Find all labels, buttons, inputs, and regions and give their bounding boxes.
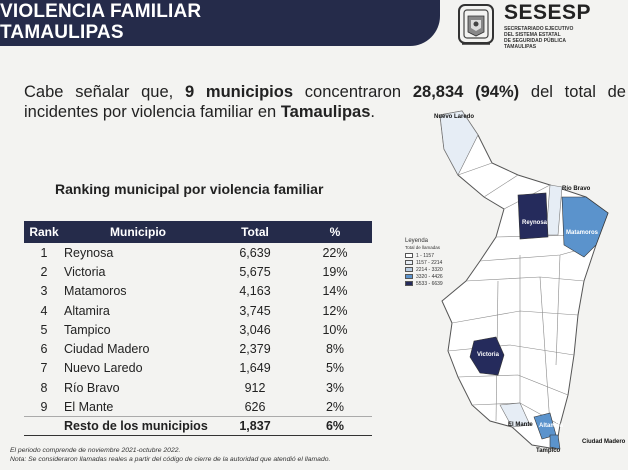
table-row [24, 378, 372, 397]
intro-highlight: 28,834 (94%) [412, 83, 520, 101]
municipio-cell: Altamira [64, 303, 110, 318]
table-row [24, 301, 372, 320]
table-row-rest [24, 417, 372, 436]
rank-cell: 8 [40, 380, 48, 395]
legend-rows [405, 252, 443, 287]
municipio-cell: Resto de los municipios [64, 417, 212, 436]
rank-cell: 3 [40, 284, 48, 299]
footnote [10, 446, 330, 464]
map-label-el-mante: El Mante [508, 422, 533, 428]
municipio-cell: Ciudad Madero [64, 342, 150, 357]
map-label-ciudad-madero: Ciudad Madero [582, 439, 626, 445]
agency-sub-line: SECRETARIADO EJECUTIVO [504, 26, 574, 32]
region-reynosa [518, 193, 548, 239]
agency-name: SESESP [504, 1, 592, 24]
legend-label: 3320 - 4426 [416, 273, 443, 280]
agency-sub-line: DE SEGURIDAD PÚBLICA [504, 38, 566, 44]
table-row [24, 339, 372, 358]
percent-cell: 2% [325, 399, 345, 414]
legend-row [405, 259, 443, 266]
header-percent: % [298, 221, 372, 243]
total-cell: 1,649 [239, 361, 271, 376]
table-header-row [24, 221, 372, 243]
total-cell: 6,639 [239, 245, 271, 260]
municipio-cell: Nuevo Laredo [64, 361, 143, 376]
ranking-table [24, 221, 372, 436]
legend-row [405, 273, 443, 280]
intro-highlight: Tamaulipas [280, 103, 371, 121]
logo-area [452, 2, 628, 50]
table-row [24, 320, 372, 339]
rank-cell [24, 417, 64, 436]
table-row [24, 262, 372, 281]
legend-row [405, 280, 443, 287]
map-legend [405, 238, 443, 287]
footnote-period: El periodo comprende de noviembre 2021-octubre 2022. [10, 447, 181, 454]
header-total: Total [212, 221, 298, 243]
percent-cell: 19% [322, 264, 348, 279]
intro-highlight: 9 municipios [184, 83, 294, 101]
state-seal-icon [456, 2, 496, 48]
map-label-altamira: Altamira [539, 423, 564, 429]
header-rank: Rank [24, 221, 64, 243]
total-cell: 1,837 [212, 417, 298, 436]
total-cell: 4,163 [239, 284, 271, 299]
legend-label: 1157 - 2214 [416, 259, 443, 266]
map-label-nuevo-laredo: Nuevo Laredo [434, 114, 475, 120]
map-label-rio-bravo: Río Bravo [562, 186, 591, 192]
legend-swatch [405, 260, 413, 265]
page-title-line2: TAMAULIPAS [0, 22, 124, 43]
total-cell: 2,379 [239, 342, 271, 357]
legend-label: 1 - 1157 [416, 252, 434, 259]
total-cell: 5,675 [239, 264, 271, 279]
intro-text: del total de incidentes por violencia familiar en [24, 83, 626, 121]
page-title-line1: VIOLENCIA FAMILIAR [0, 1, 202, 22]
legend-swatch [405, 253, 413, 258]
municipio-cell: Victoria [64, 264, 106, 279]
title-banner [0, 0, 440, 46]
percent-cell: 5% [325, 361, 345, 376]
table-row [24, 243, 372, 262]
state-outline [440, 111, 608, 449]
total-cell: 912 [244, 380, 266, 395]
legend-row [405, 252, 443, 259]
municipio-cell: Tampico [64, 322, 111, 337]
percent-cell: 3% [325, 380, 345, 395]
rank-cell: 6 [40, 342, 48, 357]
rank-cell: 4 [40, 303, 48, 318]
percent-cell: 22% [322, 245, 348, 260]
legend-row [405, 266, 443, 273]
region-matamoros [562, 197, 608, 257]
rank-cell: 2 [40, 264, 48, 279]
agency-sub-line: DEL SISTEMA ESTATAL [504, 32, 561, 38]
region-tampico [550, 435, 560, 449]
legend-title: Leyenda [405, 238, 429, 244]
table-row [24, 397, 372, 416]
legend-label: 2214 - 3320 [416, 266, 443, 273]
percent-cell: 6% [298, 417, 372, 436]
total-cell: 3,046 [239, 322, 271, 337]
table-row [24, 282, 372, 301]
intro-text: . [370, 103, 375, 121]
legend-label: 5533 - 6639 [416, 280, 443, 287]
header-municipio: Municipio [64, 221, 212, 243]
map-label-matamoros: Matamoros [566, 230, 599, 236]
footnote-note: Nota: Se consideraron llamadas reales a partir del código de cierre de la autoridad que atendió el llamado. [10, 456, 331, 463]
municipio-cell: Reynosa [64, 245, 114, 260]
percent-cell: 12% [322, 303, 348, 318]
rank-cell: 1 [40, 245, 48, 260]
percent-cell: 8% [325, 342, 345, 357]
map-label-victoria: Victoria [477, 352, 499, 358]
legend-subtitle: Total de llamadas [405, 245, 441, 250]
agency-sub-line: TAMAULIPAS [504, 44, 537, 50]
legend-swatch [405, 274, 413, 279]
map-label-tampico: Tampico [536, 448, 561, 454]
map-label-reynosa: Reynosa [522, 220, 548, 226]
legend-swatch [405, 281, 413, 286]
ranking-title: Ranking municipal por violencia familiar [55, 181, 324, 197]
municipio-cell: Matamoros [64, 284, 127, 299]
legend-swatch [405, 267, 413, 272]
municipio-cell: El Mante [64, 399, 114, 414]
rank-cell: 7 [40, 361, 48, 376]
rank-cell: 5 [40, 322, 48, 337]
total-cell: 626 [244, 399, 266, 414]
percent-cell: 10% [322, 322, 348, 337]
rank-cell: 9 [40, 399, 48, 414]
agency-block [504, 2, 624, 50]
municipio-cell: Río Bravo [64, 380, 120, 395]
percent-cell: 14% [322, 284, 348, 299]
table-body [24, 243, 372, 436]
table-row [24, 359, 372, 378]
total-cell: 3,745 [239, 303, 271, 318]
agency-subtitle [504, 26, 624, 50]
intro-text: Cabe señalar que, [24, 83, 185, 101]
intro-text: concentraron [293, 83, 413, 101]
